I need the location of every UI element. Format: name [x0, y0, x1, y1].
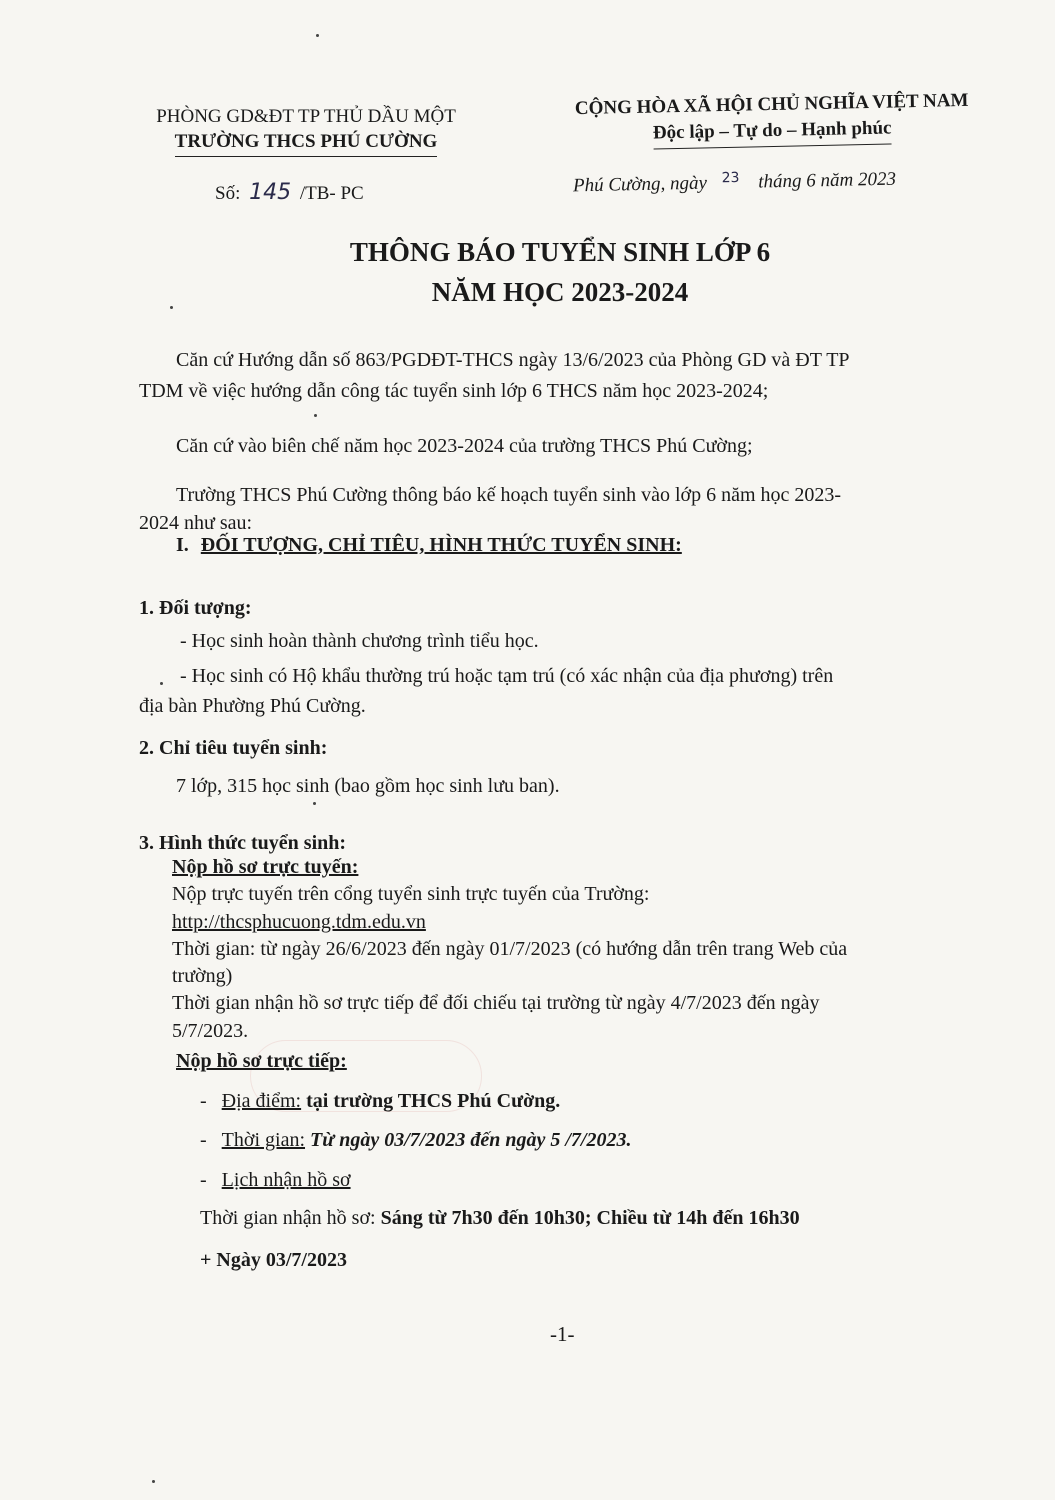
schedule-day-1: + Ngày 03/7/2023: [200, 1249, 347, 1271]
nation-name: CỘNG HÒA XÃ HỘI CHỦ NGHĨA VIỆT NAM: [574, 89, 969, 120]
title-line-2: NĂM HỌC 2023-2024: [431, 277, 689, 307]
intro-paragraph-3-line-1: Trường THCS Phú Cường thông báo kế hoạch tuyển sinh vào lớp 6 năm học 2023-: [176, 484, 842, 506]
place-row: [200, 1087, 560, 1116]
time-dash: -: [200, 1129, 222, 1151]
issuer-school: TRƯỜNG THCS PHÚ CƯỜNG: [175, 129, 438, 157]
target-item-1: - Học sinh hoàn thành chương trình tiểu học.: [180, 630, 539, 652]
schedule-time-label: Thời gian nhận hồ sơ:: [200, 1207, 376, 1229]
date-day-handwritten: 23: [721, 169, 740, 187]
schedule-time-row: [200, 1204, 800, 1233]
online-verify-line-2: 5/7/2023.: [172, 1020, 249, 1042]
national-header: [547, 87, 996, 151]
date-suffix: tháng 6 năm 2023: [758, 168, 897, 193]
place-dash: -: [200, 1090, 222, 1112]
online-time-line-1: Thời gian: từ ngày 26/6/2023 đến ngày 01/7/2023 (có hướng dẫn trên trang Web của: [172, 938, 848, 960]
intro-paragraph-1-line-2: TDM về việc hướng dẫn công tác tuyển sinh lớp 6 THCS năm học 2023-2024;: [139, 380, 769, 402]
document-number: [215, 180, 364, 205]
intro-paragraph-3-line-2: 2024 như sau:: [139, 512, 253, 534]
scan-speck: [160, 682, 163, 685]
intro-paragraph-2: Căn cứ vào biên chế năm học 2023-2024 của trường THCS Phú Cường;: [176, 435, 753, 457]
online-submission-heading: Nộp hồ sơ trực tuyến:: [172, 856, 359, 878]
schedule-time-value: Sáng từ 7h30 đến 10h30; Chiều từ 14h đến 16h30: [380, 1207, 800, 1229]
scan-speck: [313, 802, 316, 805]
scan-speck: [152, 1480, 155, 1483]
scan-speck: [170, 306, 173, 309]
document-date: [573, 169, 896, 198]
online-time-line-2: trường): [172, 965, 233, 987]
section-1-number: I.: [176, 534, 189, 556]
schedule-dash: -: [200, 1169, 222, 1191]
quota-text: 7 lớp, 315 học sinh (bao gồm học sinh lưu ban).: [176, 775, 560, 797]
target-item-2-line-2: địa bàn Phường Phú Cường.: [139, 695, 366, 717]
online-portal-url[interactable]: http://thcsphucuong.tdm.edu.vn: [172, 911, 426, 933]
target-heading: 1. Đối tượng:: [139, 597, 252, 619]
date-prefix: Phú Cường, ngày: [572, 172, 708, 197]
time-row: [200, 1126, 631, 1155]
issuer-department: PHÒNG GD&ĐT TP THỦ DẦU MỘT: [156, 106, 456, 127]
time-label: Thời gian:: [221, 1129, 306, 1151]
national-motto: Độc lập – Tự do – Hạnh phúc: [653, 116, 892, 150]
page-number: -1-: [550, 1322, 575, 1346]
schedule-label: Lịch nhận hồ sơ: [221, 1169, 351, 1191]
document-number-label: Số:: [215, 183, 241, 204]
section-1-title: ĐỐI TƯỢNG, CHỈ TIÊU, HÌNH THỨC TUYỂN SINH:: [200, 534, 682, 556]
online-portal-text: Nộp trực tuyến trên cổng tuyển sinh trực tuyến của Trường:: [172, 883, 650, 905]
quota-heading: 2. Chỉ tiêu tuyển sinh:: [139, 737, 328, 759]
section-1-heading: [176, 534, 682, 557]
target-item-2-line-1: - Học sinh có Hộ khẩu thường trú hoặc tạm trú (có xác nhận của địa phương) trên: [180, 665, 834, 687]
scan-speck: [314, 414, 317, 417]
title-line-1: THÔNG BÁO TUYỂN SINH LỚP 6: [349, 237, 771, 267]
document-title: [0, 232, 1055, 312]
place-value: tại trường THCS Phú Cường.: [306, 1090, 561, 1112]
scan-speck: [316, 34, 319, 37]
issuer-block: [136, 104, 476, 157]
document-number-handwritten: 145: [249, 180, 292, 205]
document-number-suffix: /TB- PC: [299, 183, 364, 204]
intro-paragraph-1-line-1: Căn cứ Hướng dẫn số 863/PGDĐT-THCS ngày 13/6/2023 của Phòng GD và ĐT TP: [176, 349, 850, 371]
direct-submission-heading: Nộp hồ sơ trực tiếp:: [176, 1050, 347, 1072]
schedule-row: [200, 1166, 351, 1195]
place-label: Địa điểm:: [221, 1090, 302, 1112]
time-value: Từ ngày 03/7/2023 đến ngày 5 /7/2023.: [310, 1129, 632, 1151]
method-heading: 3. Hình thức tuyển sinh:: [139, 832, 347, 854]
online-verify-line-1: Thời gian nhận hồ sơ trực tiếp để đối chiếu tại trường từ ngày 4/7/2023 đến ngày: [172, 992, 820, 1014]
